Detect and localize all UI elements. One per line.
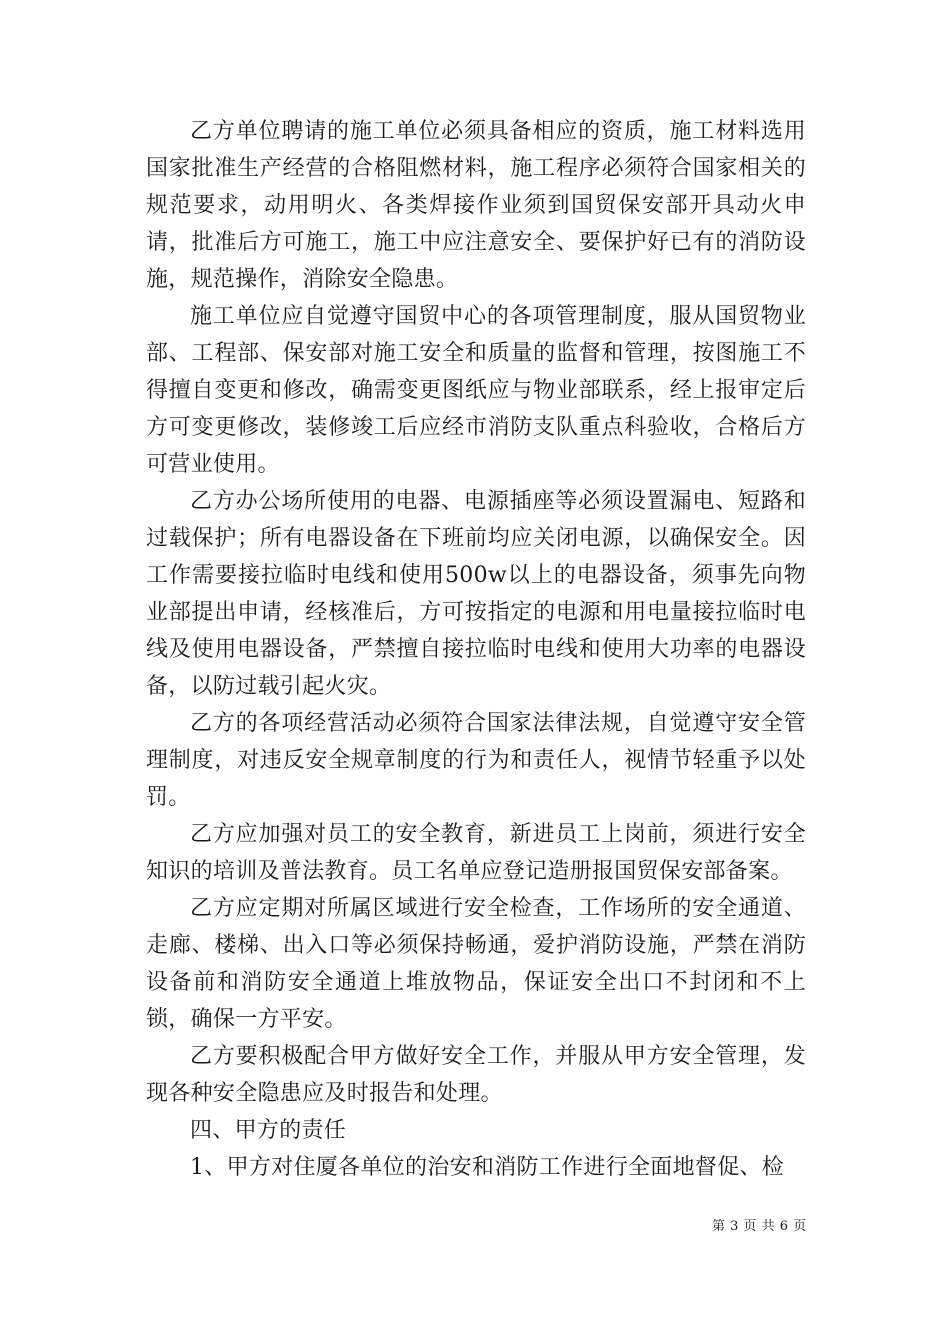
paragraph-party-a-duty-1: 1、甲方对住厦各单位的治安和消防工作进行全面地督促、检: [190, 1155, 785, 1180]
paragraph-legal-compliance: 乙方的各项经营活动必须符合国家法律法规，自觉遵守安全管理制度，对违反安全规章制度的行为和责任人，视情节轻重予以处罚。: [146, 711, 806, 810]
document-body: [146, 113, 806, 1186]
section-heading: 四、甲方的责任: [190, 1118, 347, 1143]
paragraph-construction-rules: 施工单位应自觉遵守国贸中心的各项管理制度，服从国贸物业部、工程部、保安部对施工安全和质量的监督和管理，按图施工不得擅自变更和修改，确需变更图纸应与物业部联系，经上报审定后方可变更修改，装修竣工后应经市消防支队重点科验收，合格后方可营业使用。: [146, 304, 806, 477]
paragraph-staff-training: 乙方应加强对员工的安全教育，新进员工上岗前，须进行安全知识的培训及普法教育。员工名单应登记造册报国贸保安部备案。: [146, 822, 806, 884]
paragraph-safety-inspection: 乙方应定期对所属区域进行安全检查，工作场所的安全通道、走廊、楼梯、出入口等必须保持畅通，爱护消防设施，严禁在消防设备前和消防安全通道上堆放物品，保证安全出口不封闭和不上锁，确保一方平安。: [146, 896, 806, 1032]
paragraph-contractor-qualification: 乙方单位聘请的施工单位必须具备相应的资质，施工材料选用国家批准生产经营的合格阻燃材料，施工程序必须符合国家相关的规范要求，动用明火、各类焊接作业须到国贸保安部开具动火申请，批准后方可施工，施工中应注意安全、要保护好已有的消防设施，规范操作，消除安全隐患。: [146, 119, 806, 292]
page-number-footer: 第 3 页 共 6 页: [712, 1219, 807, 1234]
paragraph-cooperation: 乙方要积极配合甲方做好安全工作，并服从甲方安全管理，发现各种安全隐患应及时报告和处理。: [146, 1044, 806, 1106]
paragraph-electrical-safety: 乙方办公场所使用的电器、电源插座等必须设置漏电、短路和过载保护；所有电器设备在下班前均应关闭电源，以确保安全。因工作需要接拉临时电线和使用500w以上的电器设备，须事先向物业部提出申请，经核准后，方可按指定的电源和用电量接拉临时电线及使用电器设备，严禁擅自接拉临时电线和使用大功率的电器设备，以防过载引起火灾。: [146, 489, 806, 699]
